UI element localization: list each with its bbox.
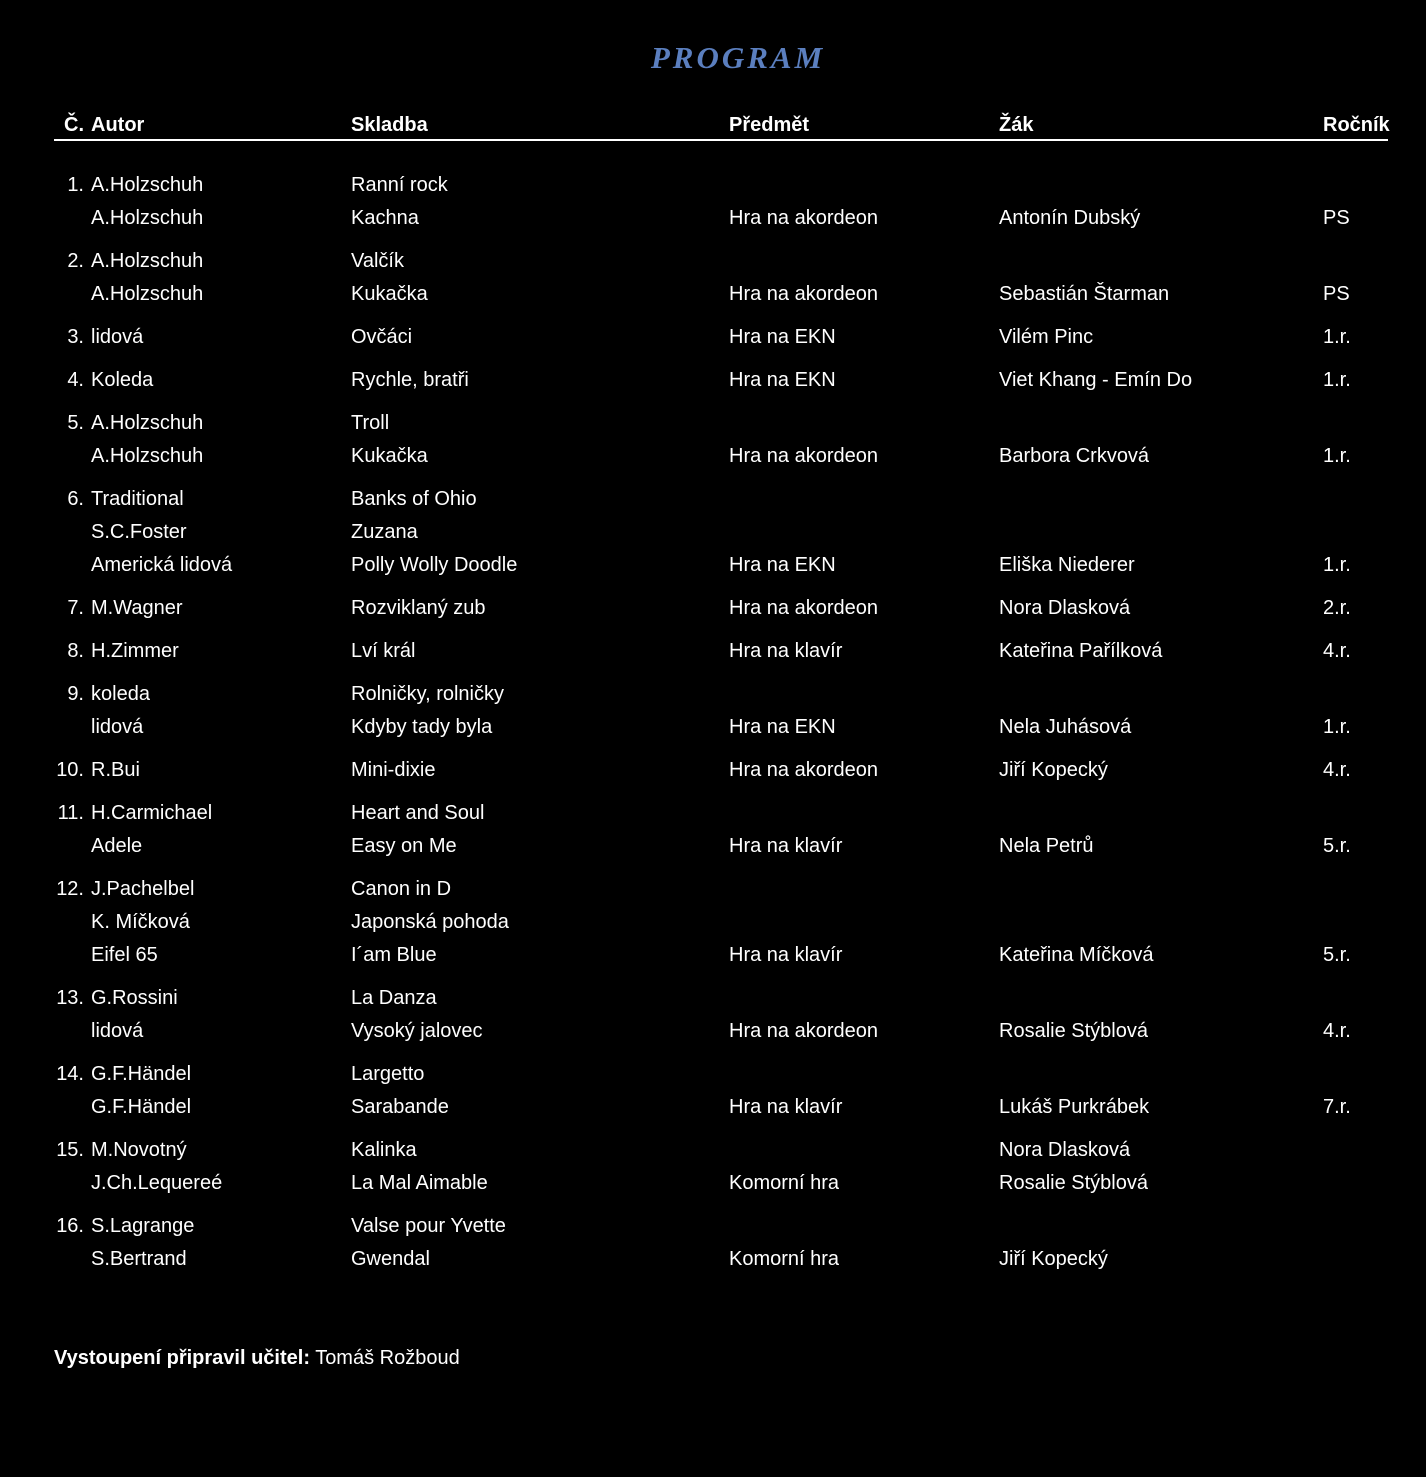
entry-number: 9. bbox=[67, 683, 84, 705]
program-row bbox=[54, 1168, 1388, 1201]
cell-skladba: Ranní rock bbox=[351, 174, 448, 196]
cell-predmet: Hra na EKN bbox=[729, 716, 836, 738]
program-row bbox=[54, 1059, 1388, 1092]
entry-number: 13. bbox=[56, 987, 84, 1009]
cell-skladba: Mini-dixie bbox=[351, 759, 436, 781]
cell-rocnik: 1.r. bbox=[1323, 716, 1351, 738]
program-entry bbox=[54, 636, 1388, 669]
program-row bbox=[54, 517, 1388, 550]
program-entry bbox=[54, 484, 1388, 583]
cell-skladba: Rychle, bratři bbox=[351, 369, 469, 391]
program-row bbox=[54, 1135, 1388, 1168]
cell-autor: S.Bertrand bbox=[91, 1248, 187, 1270]
header-rocnik: Ročník bbox=[1323, 114, 1390, 136]
program-entry bbox=[54, 170, 1388, 236]
program-entry bbox=[54, 246, 1388, 312]
cell-autor: M.Wagner bbox=[91, 597, 183, 619]
cell-skladba: Heart and Soul bbox=[351, 802, 485, 824]
cell-skladba: Kachna bbox=[351, 207, 419, 229]
cell-autor: R.Bui bbox=[91, 759, 140, 781]
program-row bbox=[54, 279, 1388, 312]
entry-number: 14. bbox=[56, 1063, 84, 1085]
cell-skladba: Kalinka bbox=[351, 1139, 417, 1161]
header-number: Č. bbox=[64, 114, 84, 136]
program-row bbox=[54, 246, 1388, 279]
cell-predmet: Hra na klavír bbox=[729, 944, 843, 966]
entry-number: 1. bbox=[67, 174, 84, 196]
program-row bbox=[54, 755, 1388, 788]
cell-autor: J.Ch.Lequereé bbox=[91, 1172, 223, 1194]
cell-skladba: Banks of Ohio bbox=[351, 488, 477, 510]
cell-skladba: Valčík bbox=[351, 250, 404, 272]
cell-autor: A.Holzschuh bbox=[91, 445, 204, 467]
program-row bbox=[54, 679, 1388, 712]
cell-skladba: Vysoký jalovec bbox=[351, 1020, 483, 1042]
cell-rocnik: 1.r. bbox=[1323, 369, 1351, 391]
cell-zak: Nora Dlasková bbox=[999, 597, 1131, 619]
program-row bbox=[54, 408, 1388, 441]
cell-skladba: Rolničky, rolničky bbox=[351, 683, 504, 705]
entry-number: 8. bbox=[67, 640, 84, 662]
program-entry bbox=[54, 983, 1388, 1049]
program-row bbox=[54, 712, 1388, 745]
cell-zak: Vilém Pinc bbox=[999, 326, 1094, 348]
cell-predmet: Hra na EKN bbox=[729, 369, 836, 391]
entry-number: 10. bbox=[56, 759, 84, 781]
cell-zak: Jiří Kopecký bbox=[999, 759, 1108, 781]
header-autor: Autor bbox=[91, 114, 145, 136]
entry-number: 3. bbox=[67, 326, 84, 348]
table-header bbox=[54, 112, 1388, 141]
program-entry bbox=[54, 365, 1388, 398]
cell-skladba: Lví král bbox=[351, 640, 416, 662]
cell-skladba: Easy on Me bbox=[351, 835, 457, 857]
program-row bbox=[54, 484, 1388, 517]
program-row bbox=[54, 1244, 1388, 1277]
program-row bbox=[54, 1092, 1388, 1125]
cell-zak: Rosalie Stýblová bbox=[999, 1172, 1148, 1194]
cell-autor: M.Novotný bbox=[91, 1139, 187, 1161]
cell-rocnik: 1.r. bbox=[1323, 326, 1351, 348]
cell-autor: K. Míčková bbox=[91, 911, 190, 933]
cell-predmet: Hra na klavír bbox=[729, 835, 843, 857]
cell-predmet: Komorní hra bbox=[729, 1172, 840, 1194]
cell-autor: A.Holzschuh bbox=[91, 174, 204, 196]
program-row bbox=[54, 907, 1388, 940]
cell-rocnik: 2.r. bbox=[1323, 597, 1351, 619]
entry-number: 12. bbox=[56, 878, 84, 900]
cell-predmet: Hra na akordeon bbox=[729, 445, 878, 467]
cell-autor: A.Holzschuh bbox=[91, 250, 204, 272]
cell-skladba: Ovčáci bbox=[351, 326, 413, 348]
cell-skladba: La Danza bbox=[351, 987, 437, 1009]
cell-skladba: Kdyby tady byla bbox=[351, 716, 493, 738]
cell-autor: S.Lagrange bbox=[91, 1215, 195, 1237]
program-row bbox=[54, 1016, 1388, 1049]
cell-zak: Nora Dlasková bbox=[999, 1139, 1131, 1161]
program-row bbox=[54, 1211, 1388, 1244]
program-row bbox=[54, 831, 1388, 864]
cell-skladba: Largetto bbox=[351, 1063, 425, 1085]
cell-autor: J.Pachelbel bbox=[91, 878, 195, 900]
program-entry bbox=[54, 322, 1388, 355]
entry-number: 7. bbox=[67, 597, 84, 619]
cell-skladba: Kukačka bbox=[351, 283, 428, 305]
cell-zak: Viet Khang - Emín Do bbox=[999, 369, 1193, 391]
cell-zak: Eliška Niederer bbox=[999, 554, 1135, 576]
cell-zak: Barbora Crkvová bbox=[999, 445, 1150, 467]
cell-autor: A.Holzschuh bbox=[91, 412, 204, 434]
program-entry bbox=[54, 874, 1388, 973]
page-title: PROGRAM bbox=[650, 40, 826, 75]
footer-teacher-note bbox=[54, 1347, 460, 1370]
cell-predmet: Hra na akordeon bbox=[729, 597, 878, 619]
cell-predmet: Hra na EKN bbox=[729, 554, 836, 576]
program-row bbox=[54, 550, 1388, 583]
program-entry bbox=[54, 408, 1388, 474]
cell-autor: lidová bbox=[91, 716, 144, 738]
cell-autor: A.Holzschuh bbox=[91, 283, 204, 305]
entry-number: 6. bbox=[67, 488, 84, 510]
cell-autor: Eifel 65 bbox=[91, 944, 158, 966]
program-entry bbox=[54, 679, 1388, 745]
program-row bbox=[54, 940, 1388, 973]
program-row bbox=[54, 593, 1388, 626]
cell-skladba: Sarabande bbox=[351, 1096, 449, 1118]
program-row bbox=[54, 983, 1388, 1016]
cell-skladba: Rozviklaný zub bbox=[351, 597, 486, 619]
cell-autor: G.Rossini bbox=[91, 987, 178, 1009]
cell-skladba: Polly Wolly Doodle bbox=[351, 554, 518, 576]
cell-autor: G.F.Händel bbox=[91, 1063, 192, 1085]
cell-zak: Kateřina Míčková bbox=[999, 944, 1154, 966]
cell-rocnik: 7.r. bbox=[1323, 1096, 1351, 1118]
cell-skladba: Valse pour Yvette bbox=[351, 1215, 506, 1237]
cell-rocnik: 4.r. bbox=[1323, 1020, 1351, 1042]
cell-skladba: La Mal Aimable bbox=[351, 1172, 488, 1194]
cell-predmet: Hra na akordeon bbox=[729, 207, 878, 229]
cell-autor: G.F.Händel bbox=[91, 1096, 192, 1118]
cell-skladba: I´am Blue bbox=[351, 944, 437, 966]
program-row bbox=[54, 636, 1388, 669]
cell-rocnik: PS bbox=[1323, 283, 1350, 305]
cell-rocnik: 4.r. bbox=[1323, 640, 1351, 662]
cell-autor: Adele bbox=[91, 835, 143, 857]
cell-zak: Rosalie Stýblová bbox=[999, 1020, 1148, 1042]
cell-skladba: Canon in D bbox=[351, 878, 452, 900]
cell-skladba: Kukačka bbox=[351, 445, 428, 467]
program-row bbox=[54, 798, 1388, 831]
cell-skladba: Troll bbox=[351, 412, 390, 434]
entry-number: 16. bbox=[56, 1215, 84, 1237]
cell-zak: Nela Petrů bbox=[999, 835, 1094, 857]
cell-skladba: Zuzana bbox=[351, 521, 418, 543]
cell-predmet: Komorní hra bbox=[729, 1248, 840, 1270]
program-row bbox=[54, 441, 1388, 474]
entry-number: 4. bbox=[67, 369, 84, 391]
program-row bbox=[54, 874, 1388, 907]
cell-predmet: Hra na akordeon bbox=[729, 759, 878, 781]
cell-predmet: Hra na klavír bbox=[729, 640, 843, 662]
cell-rocnik: 1.r. bbox=[1323, 445, 1351, 467]
cell-zak: Kateřina Pařílková bbox=[999, 640, 1163, 662]
cell-rocnik: 4.r. bbox=[1323, 759, 1351, 781]
cell-rocnik: 1.r. bbox=[1323, 554, 1351, 576]
cell-zak: Lukáš Purkrábek bbox=[999, 1096, 1150, 1118]
cell-autor: H.Carmichael bbox=[91, 802, 213, 824]
cell-skladba: Gwendal bbox=[351, 1248, 430, 1270]
header-predmet: Předmět bbox=[729, 114, 810, 136]
entry-number: 15. bbox=[56, 1139, 84, 1161]
cell-rocnik: PS bbox=[1323, 207, 1350, 229]
cell-autor: koleda bbox=[91, 683, 150, 705]
cell-rocnik: 5.r. bbox=[1323, 944, 1351, 966]
program-row bbox=[54, 170, 1388, 203]
cell-zak: Sebastián Štarman bbox=[999, 283, 1170, 305]
program-row bbox=[54, 322, 1388, 355]
cell-skladba: Japonská pohoda bbox=[351, 911, 509, 933]
footer-label: Vystoupení připravil učitel: bbox=[54, 1347, 310, 1369]
teacher-name: Tomáš Rožboud bbox=[315, 1347, 460, 1369]
cell-zak: Nela Juhásová bbox=[999, 716, 1132, 738]
program-entry bbox=[54, 755, 1388, 788]
cell-predmet: Hra na akordeon bbox=[729, 1020, 878, 1042]
program-row bbox=[54, 203, 1388, 236]
cell-autor: H.Zimmer bbox=[91, 640, 179, 662]
cell-rocnik: 5.r. bbox=[1323, 835, 1351, 857]
program-entry bbox=[54, 1135, 1388, 1201]
cell-autor: lidová bbox=[91, 326, 144, 348]
cell-zak: Jiří Kopecký bbox=[999, 1248, 1108, 1270]
program-row bbox=[54, 365, 1388, 398]
cell-predmet: Hra na klavír bbox=[729, 1096, 843, 1118]
program-entry bbox=[54, 1059, 1388, 1125]
cell-autor: lidová bbox=[91, 1020, 144, 1042]
cell-autor: Traditional bbox=[91, 488, 184, 510]
cell-autor: S.C.Foster bbox=[91, 521, 187, 543]
header-skladba: Skladba bbox=[351, 114, 428, 136]
cell-autor: Koleda bbox=[91, 369, 154, 391]
cell-autor: A.Holzschuh bbox=[91, 207, 204, 229]
cell-predmet: Hra na EKN bbox=[729, 326, 836, 348]
program-entry bbox=[54, 1211, 1388, 1277]
entry-number: 11. bbox=[57, 802, 84, 824]
cell-zak: Antonín Dubský bbox=[999, 207, 1141, 229]
program-list bbox=[54, 170, 1388, 1287]
program-entry bbox=[54, 593, 1388, 626]
entry-number: 2. bbox=[67, 250, 84, 272]
program-entry bbox=[54, 798, 1388, 864]
entry-number: 5. bbox=[67, 412, 84, 434]
cell-predmet: Hra na akordeon bbox=[729, 283, 878, 305]
cell-autor: Americká lidová bbox=[91, 554, 233, 576]
header-zak: Žák bbox=[999, 114, 1034, 136]
